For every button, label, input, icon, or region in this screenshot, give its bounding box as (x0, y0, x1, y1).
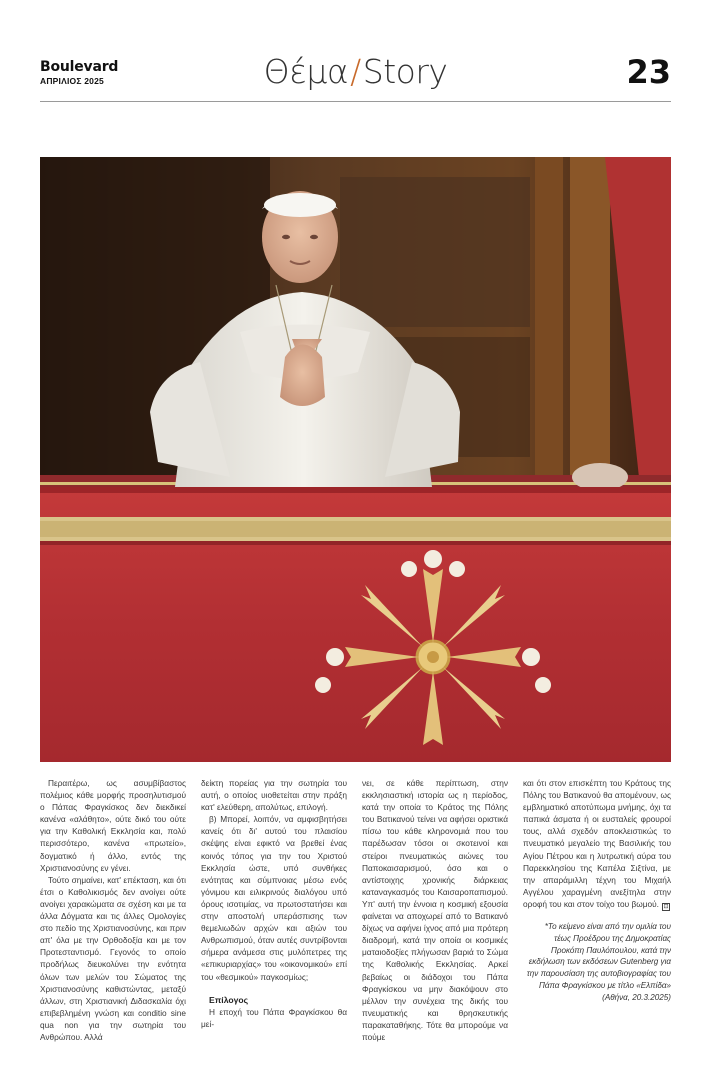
paragraph-text: και ότι στον επισκέπτη του Κράτους της Πόλης του Βατικανού θα απομένουν, ως εμβληματικό αποτύπωμα μνήμης, όχι τα παπικά άσματα ή οι ευσταλείς φρουροί τους, αλλά σχεδόν αποκλειστικώς το πνευματικό μεγαλείο της Βασιλικής του Αγίου Πέτρου και η λυτρωτική αύρα του Παρεκκλησίου της Καπέλα Σιξτίνα, με την απαράμιλλη τέχνη του Μιχαήλ Αγγέλου χαραγμένη ανεξίτηλα στην οροφή του και στον τοίχο του βωμού. (523, 778, 671, 909)
section-title-greek: Θέμα (263, 52, 349, 91)
paragraph: νει, σε κάθε περίπτωση, στην εκκλησιαστική ιστορία ως η περίοδος, κατά την οποία το Κράτος της Πόλης του Βατικανού τείνει να αφήσει οριστικά πίσω του κάθε κληρονομιά που του παρέδωσαν τόσοι οι σκοτεινοί και στείροι πνευματικώς αιώνες του Παποκαισαρισμού, όσο και ο αντίστοιχης χρονικής διάρκειας καταναγκασμός του Καισαροπαπισμού. Υπ' αυτή την έννοια η κοσμική εξουσία φαίνεται να αποχωρεί από το Βατικανό δίχως να αφήνει ίχνος από μια πρότερη διαδρομή, κατά την οποία οι κοσμικές ματαιοδοξίες πλήγωσαν βαριά το Σώμα της Καθολικής Εκκλησίας. Αρκεί βεβαίως οι διάδοχοι του Πάπα Φραγκίσκου να μην διακόψουν στο μέλλον την συνέχεια της δικής του πνευματικής και θρησκευτικής παρακαταθήκης. Τότε θα μπορούμε να πούμε (362, 778, 508, 1042)
page-header (40, 52, 671, 104)
subheading-epilogue: Επίλογος (209, 994, 249, 1005)
brand-logo: Boulevard (40, 59, 119, 75)
paragraph: Τούτο σημαίνει, κατ' επέκταση, και ότι έτσι ο Καθολικισμός δεν ανοίγει ούτε ανοίγει χαρακώματα σε σχέση και με τα άλλα Δόγματα και τις άλλες Ομολογίες στο πεδίο της Χριστιανοσύνης, και πριν απ' όλα με την Ορθοδοξία και με τον Προτεσταντισμό. Γεγονός το οποίο προδήλως διευκολύνει την ενότητα όλων των μελών του Σώματος της Χριστιανοσύνης καθιστώντας, μεταξύ άλλων, στη Χριστιανική Διδασκαλία όχι επιβεβλημένη γνώση και conditio sine qua non για την σωτηρία του Ανθρώπου. Αλλά (40, 874, 186, 1042)
article-column-4 (523, 777, 671, 1004)
paragraph: Περαιτέρω, ως ασυμβίβαστος πολέμιος κάθε μορφής προσηλυτισμού ο Πάπας Φραγκίσκος δεν διεκδικεί κανένα «αλάθητο», ούτε δικό του ούτε για την Καθολική Εκκλησία και, πολύ περισσότερο, κανένα «πρωτείο», δογματικό ή άλλο, εντός της Χριστιανοσύνης εν γένει. (40, 778, 186, 873)
paragraph: Η εποχή του Πάπα Φραγκίσκου θα μεί- (201, 1006, 347, 1029)
paragraph (523, 777, 671, 911)
article-column-2 (201, 777, 347, 1030)
article-column-3 (362, 777, 508, 1043)
pope-on-balcony-photo (40, 157, 671, 762)
paragraph: β) Μπορεί, λοιπόν, να αμφισβητήσει κανείς ότι δι' αυτού του πλαισίου σκέψης είναι εφικτό να βρεθεί ένας κοινός τόπος για την του Χριστού Εκκλησία ώστε, υπό συνθήκες ενότητας και σύμπνοιας μέσω ενός γόνιμου και ειλικρινούς διαλόγου υπό όρους ισοτιμίας, να πρωτοστατήσει και στην αποστολή υπεράσπισης των θεμελιωδών αρχών και αξιών του Ανθρωπισμού, όταν αυτές συντρίβονται σήμερα ανάμεσα στις μυλόπετρες της «επικυριαρχίας» του «οικονομικού» επί του «θεσμικού» παγκοσμίως; (201, 814, 347, 982)
article-column-1 (40, 777, 186, 1043)
section-title-english: Story (362, 52, 448, 91)
header-divider (40, 101, 671, 102)
issue-date: ΑΠΡΙΛΙΟΣ 2025 (40, 76, 104, 86)
article-credit-note: *Το κείμενο είναι από την ομιλία του τέως Προέδρου της Δημοκρατίας Προκόπη Παυλόπουλου, κατά την εκδήλωση των εκδόσεων Gutenberg για την παρουσίαση της αυτοβιογραφίας του Πάπα Φραγκίσκου με τίτλο «Ελπίδα» (Αθήνα, 20.3.2025) (526, 921, 671, 1002)
section-title (40, 52, 671, 92)
end-of-article-icon: ⊡ (663, 903, 669, 910)
paragraph: δείκτη πορείας για την σωτηρία του αυτή, ο οποίος υιοθετείται στην πράξη κατ' ελεύθερη, απολύτως, επιλογή. (201, 778, 347, 813)
section-title-slash: / (350, 52, 361, 91)
article-body (40, 777, 671, 1067)
page-number: 23 (626, 53, 671, 91)
